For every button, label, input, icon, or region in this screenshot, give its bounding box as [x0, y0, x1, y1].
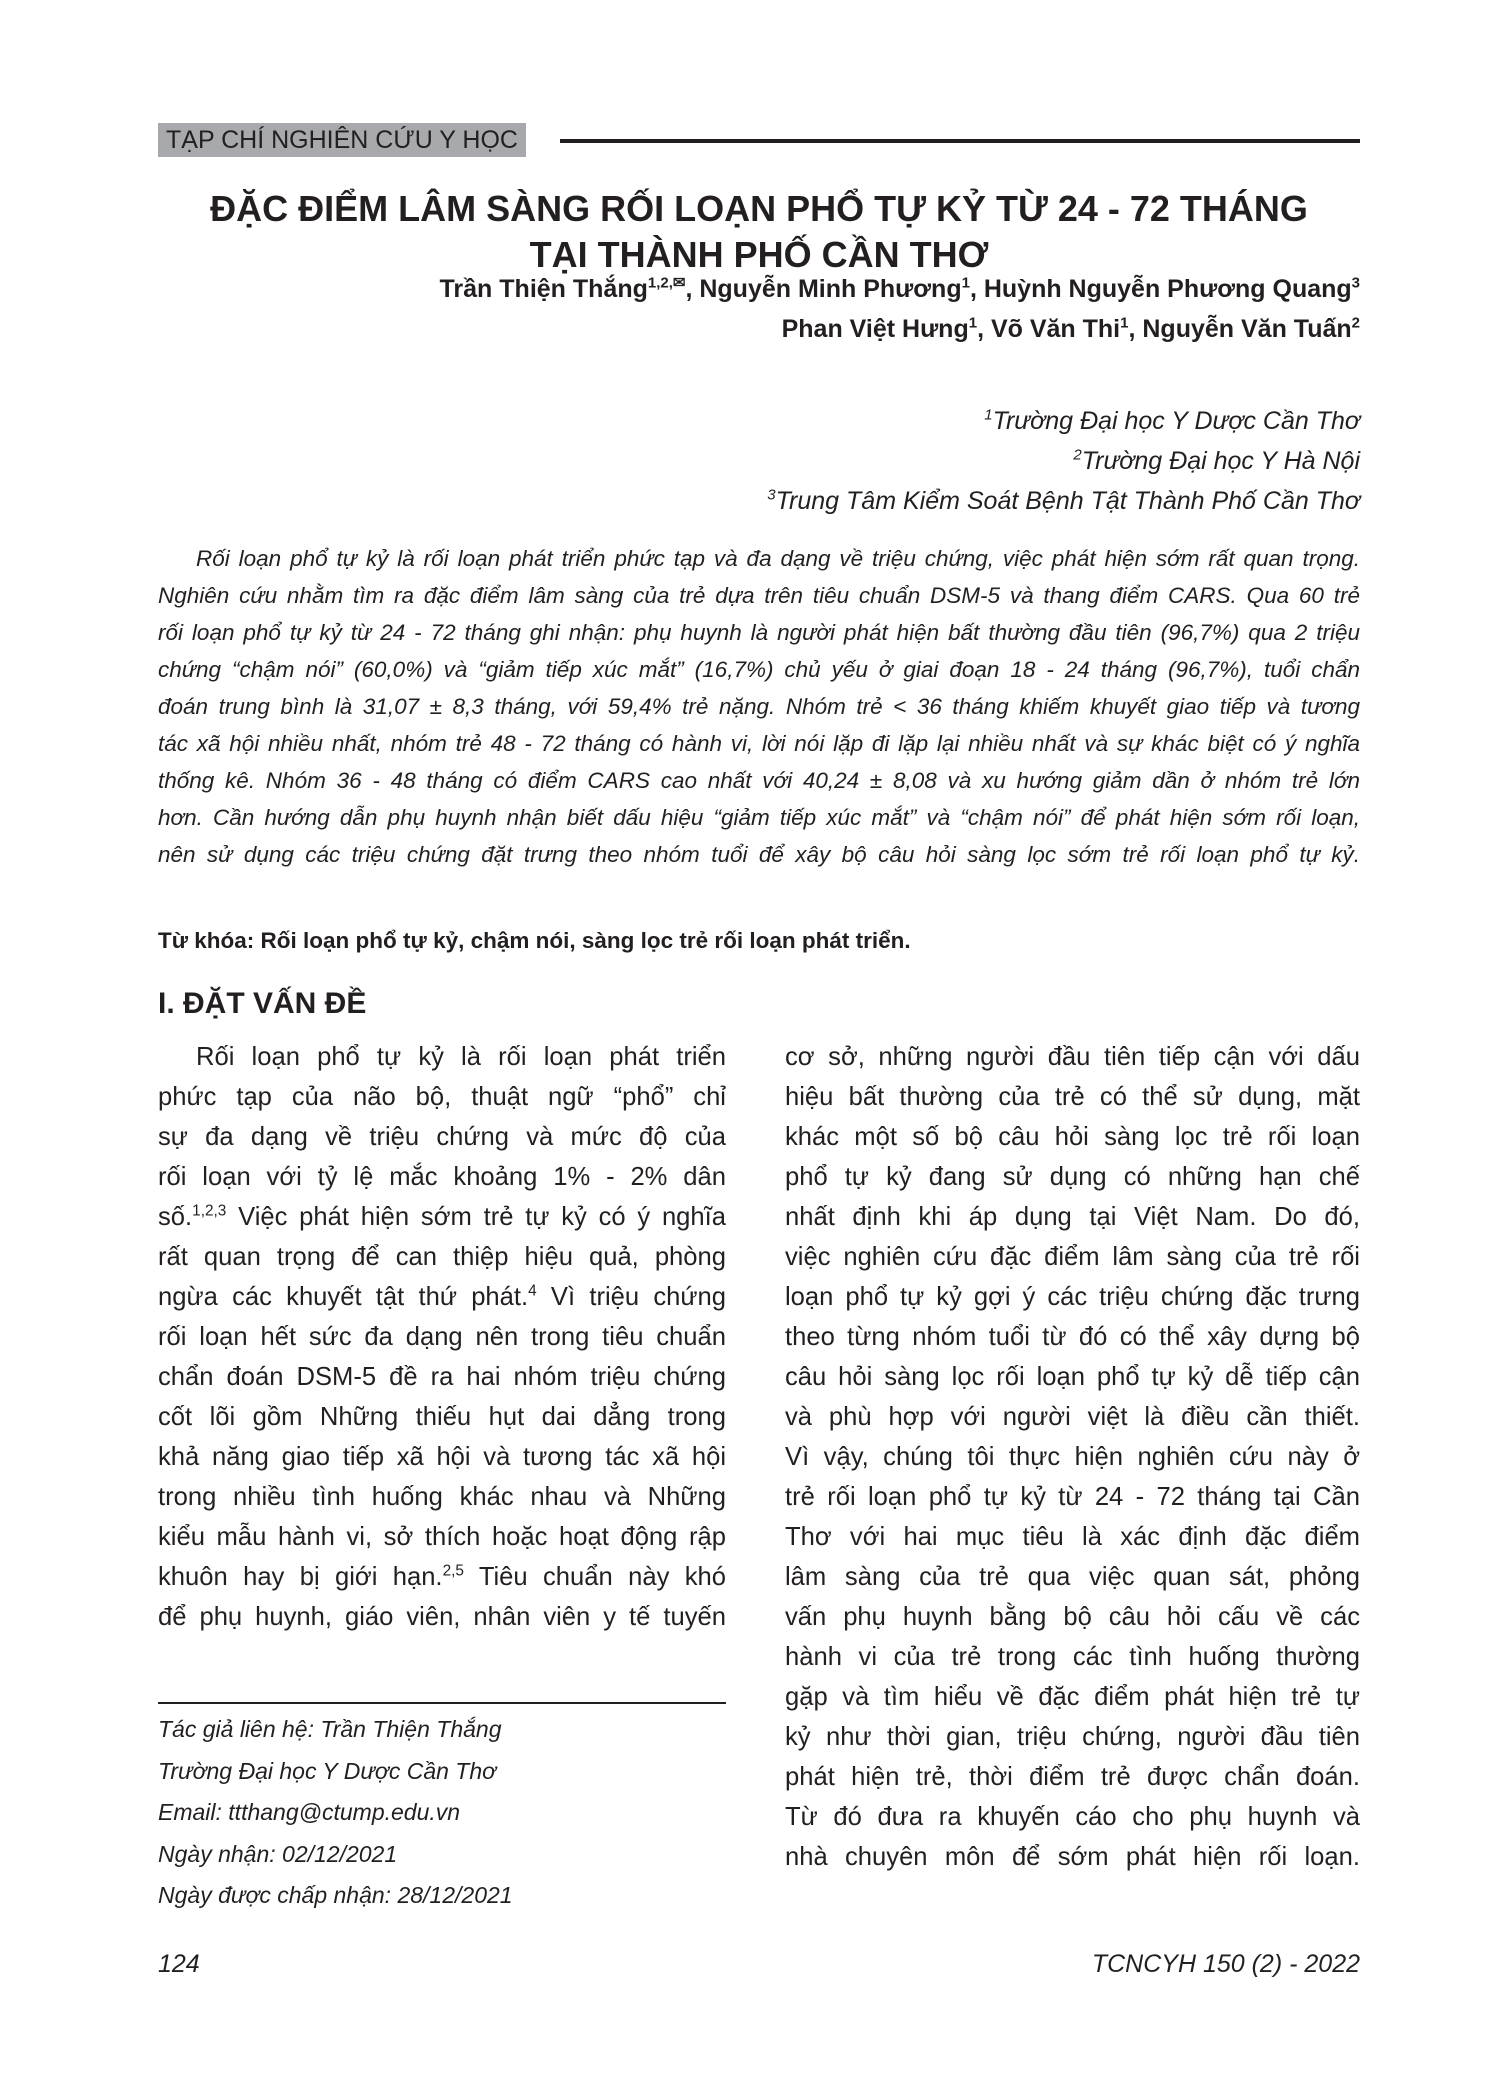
- text-segment: , Võ Văn Thi: [977, 315, 1121, 343]
- text-segment: phức tạp của não bộ, thuật ngữ “phổ” chỉ: [158, 1083, 726, 1111]
- right-column-line: [785, 1400, 1360, 1434]
- text-segment: thống kê. Nhóm 36 - 48 tháng có điểm CARS cao nhất với 40,24 ± 8,08 và xu hướng giảm dần ở nhóm trẻ lớn: [158, 768, 1360, 793]
- text-segment: hơn. Cần hướng dẫn phụ huynh nhận biết dấu hiệu “giảm tiếp xúc mắt” và “chậm nói” để phát hiện sớm rối loạn,: [158, 805, 1360, 830]
- footnote-line: Ngày được chấp nhận: 28/12/2021: [158, 1882, 513, 1908]
- text-segment: rất quan trọng để can thiệp hiệu quả, phòng: [158, 1243, 726, 1271]
- text-segment: Trung Tâm Kiểm Soát Bệnh Tật Thành Phố Cần Thơ: [775, 487, 1360, 515]
- right-column-line: [785, 1760, 1360, 1794]
- text-segment: tác xã hội nhiều nhất, nhóm trẻ 48 - 72 tháng có hành vi, lời nói lặp đi lặp lại nhiều nhất và sự khác biệt có ý nghĩa: [158, 731, 1360, 756]
- text-segment: , Nguyễn Minh Phương: [685, 275, 962, 303]
- right-column-line: [785, 1560, 1360, 1594]
- left-column-line: [158, 1280, 726, 1314]
- superscript: 2: [1351, 314, 1360, 332]
- superscript: 1: [1120, 314, 1129, 332]
- text-segment: trẻ rối loạn phổ tự kỷ từ 24 - 72 tháng tại Cần: [785, 1483, 1360, 1511]
- left-column-line: [158, 1080, 726, 1114]
- right-column-line: [785, 1520, 1360, 1554]
- abstract-line: [158, 803, 1360, 833]
- text-segment: rối loạn phổ tự kỷ từ 24 - 72 tháng ghi nhận: phụ huynh là người phát hiện bất thường đầu tiên (96,7%) qua 2 triệu: [158, 620, 1360, 645]
- abstract-line: [158, 655, 1360, 685]
- left-column-line: [158, 1440, 726, 1474]
- abstract-line: [158, 766, 1360, 796]
- right-column-line: [785, 1680, 1360, 1714]
- superscript: 2,5: [442, 1562, 464, 1580]
- right-column-line: [785, 1800, 1360, 1834]
- journal-header: TẠP CHÍ NGHIÊN CỨU Y HỌC: [158, 123, 526, 157]
- footer-journal-issue: TCNCYH 150 (2) - 2022: [1091, 1950, 1360, 1978]
- text-segment: câu hỏi sàng lọc rối loạn phổ tự kỷ dễ tiếp cận: [785, 1363, 1360, 1391]
- superscript: 1: [984, 406, 993, 424]
- text-segment: kiểu mẫu hành vi, sở thích hoặc hoạt động rập: [158, 1523, 726, 1551]
- superscript: 2: [1073, 446, 1082, 464]
- text-segment: hiệu bất thường của trẻ có thể sử dụng, mặt: [785, 1083, 1360, 1111]
- text-segment: Nghiên cứu nhằm tìm ra đặc điểm lâm sàng của trẻ dựa trên tiêu chuẩn DSM-5 và thang điểm CARS. Qua 60 trẻ: [158, 583, 1360, 608]
- text-segment: đoán trung bình là 31,07 ± 8,3 tháng, với 59,4% trẻ nặng. Nhóm trẻ < 36 tháng khiếm khuyết giao tiếp và tương: [158, 694, 1360, 719]
- superscript: 4: [528, 1282, 537, 1300]
- right-column-line: [785, 1040, 1360, 1074]
- footnote-line: Tác giả liên hệ: Trần Thiện Thắng: [158, 1716, 502, 1742]
- text-segment: rối loạn với tỷ lệ mắc khoảng 1% - 2% dân: [158, 1163, 726, 1191]
- text-segment: ngừa các khuyết tật thứ phát.: [158, 1283, 529, 1311]
- page-number: 124: [158, 1950, 200, 1978]
- text-segment: loạn phổ tự kỷ gợi ý các triệu chứng đặc trưng: [785, 1283, 1360, 1311]
- right-column-line: [785, 1080, 1360, 1114]
- text-segment: khả năng giao tiếp xã hội và tương tác xã hội: [158, 1443, 726, 1471]
- paper-title-line-2: TẠI THÀNH PHỐ CẦN THƠ: [529, 234, 989, 275]
- right-column-line: [785, 1240, 1360, 1274]
- abstract-line: [158, 692, 1360, 722]
- text-segment: Vì vậy, chúng tôi thực hiện nghiên cứu này ở: [785, 1443, 1360, 1471]
- right-column-line: [785, 1280, 1360, 1314]
- text-segment: để phụ huynh, giáo viên, nhân viên y tế tuyến: [158, 1603, 726, 1631]
- footnote-line: Email: ttthang@ctump.edu.vn: [158, 1799, 461, 1825]
- text-segment: khuôn hay bị giới hạn.: [158, 1563, 443, 1591]
- text-segment: kỷ như thời gian, triệu chứng, người đầu tiên: [785, 1723, 1360, 1751]
- text-segment: vấn phụ huynh bằng bộ câu hỏi cấu về các: [785, 1603, 1360, 1631]
- left-column-line: [158, 1320, 726, 1354]
- left-column-line: [158, 1040, 726, 1074]
- text-segment: phổ tự kỷ đang sử dụng có những hạn chế: [785, 1163, 1360, 1191]
- affiliations-line: [1073, 444, 1360, 478]
- text-segment: khác một số bộ câu hỏi sàng lọc trẻ rối loạn: [785, 1123, 1360, 1151]
- right-column-line: [785, 1840, 1360, 1874]
- right-column-line: [785, 1640, 1360, 1674]
- text-segment: Trần Thiện Thắng: [439, 275, 648, 303]
- right-column-line: [785, 1120, 1360, 1154]
- text-segment: nên sử dụng các triệu chứng đặt trưng theo nhóm tuổi để xây bộ câu hỏi sàng lọc sớm trẻ rối loạn phổ tự kỷ.: [158, 842, 1360, 867]
- text-segment: cốt lõi gồm Những thiếu hụt dai dẳng trong: [158, 1403, 726, 1431]
- right-column-line: [785, 1320, 1360, 1354]
- right-column-line: [785, 1360, 1360, 1394]
- abstract-line: [158, 581, 1360, 611]
- right-column-line: [785, 1440, 1360, 1474]
- text-segment: Vì triệu chứng: [536, 1283, 727, 1311]
- superscript: 3: [767, 486, 776, 504]
- text-segment: Tiêu chuẩn này khó: [463, 1563, 726, 1591]
- header-rule: [560, 139, 1360, 143]
- authors-line: [782, 312, 1360, 346]
- text-segment: hành vi của trẻ trong các tình huống thường: [785, 1643, 1360, 1671]
- affiliations-line: [767, 484, 1360, 518]
- left-column-line: [158, 1120, 726, 1154]
- text-segment: Trường Đại học Y Hà Nội: [1081, 447, 1360, 475]
- text-segment: rối loạn hết sức đa dạng nên trong tiêu chuẩn: [158, 1323, 726, 1351]
- left-column-line: [158, 1560, 726, 1594]
- text-segment: Từ đó đưa ra khuyến cáo cho phụ huynh và: [785, 1803, 1360, 1831]
- right-column-line: [785, 1480, 1360, 1514]
- footnote-rule: [158, 1702, 726, 1704]
- text-segment: , Huỳnh Nguyễn Phương Quang: [969, 275, 1352, 303]
- text-segment: theo từng nhóm tuổi từ đó có thể xây dựng bộ: [785, 1323, 1360, 1351]
- text-segment: Rối loạn phổ tự kỷ là rối loạn phát triển phức tạp và đa dạng về triệu chứng, việc phát hiện sớm rất quan trọng.: [196, 546, 1360, 571]
- text-segment: Việc phát hiện sớm trẻ tự kỷ có ý nghĩa: [226, 1203, 726, 1231]
- authors-line: [440, 272, 1360, 306]
- paper-title-line-1: ĐẶC ĐIỂM LÂM SÀNG RỐI LOẠN PHỔ TỰ KỶ TỪ 24 - 72 THÁNG: [210, 188, 1308, 229]
- left-column-line: [158, 1520, 726, 1554]
- superscript: 1,2,3: [192, 1202, 227, 1220]
- superscript: 3: [1351, 274, 1360, 292]
- text-segment: phát hiện trẻ, thời điểm trẻ được chẩn đoán.: [785, 1763, 1360, 1791]
- text-segment: nhất định khi áp dụng tại Việt Nam. Do đó,: [785, 1203, 1360, 1231]
- text-segment: Phan Việt Hưng: [781, 315, 969, 343]
- left-column-line: [158, 1360, 726, 1394]
- superscript: 1: [968, 314, 978, 332]
- left-column-line: [158, 1480, 726, 1514]
- superscript: 1: [961, 274, 970, 292]
- footnote-line: Ngày nhận: 02/12/2021: [158, 1840, 398, 1867]
- left-column-line: [158, 1160, 726, 1194]
- section-heading: I. ĐẶT VẤN ĐỀ: [158, 987, 367, 1020]
- text-segment: Thơ với hai mục tiêu là xác định đặc điểm: [785, 1523, 1360, 1551]
- left-column-line: [158, 1600, 726, 1634]
- text-segment: nhà chuyên môn để sớm phát hiện rối loạn.: [785, 1843, 1360, 1871]
- abstract-line: [158, 618, 1360, 648]
- left-column-line: [158, 1400, 726, 1434]
- text-segment: và phù hợp với người việt là điều cần thiết.: [785, 1403, 1360, 1431]
- footnote-line: Trường Đại học Y Dược Cần Thơ: [158, 1757, 497, 1784]
- abstract-line: [158, 544, 1360, 574]
- text-segment: việc nghiên cứu đặc điểm lâm sàng của trẻ rối: [785, 1243, 1360, 1271]
- text-segment: sự đa dạng về triệu chứng và mức độ của: [158, 1123, 726, 1151]
- abstract-line: [158, 840, 1360, 870]
- text-segment: Trường Đại học Y Dược Cần Thơ: [992, 407, 1360, 435]
- left-column-line: [158, 1200, 726, 1234]
- abstract-line: [158, 729, 1360, 759]
- text-segment: Rối loạn phổ tự kỷ là rối loạn phát triển: [196, 1043, 726, 1071]
- text-segment: số.: [158, 1203, 193, 1231]
- text-segment: gặp và tìm hiểu về đặc điểm phát hiện trẻ tự: [785, 1683, 1360, 1711]
- keywords: Từ khóa: Rối loạn phổ tự kỷ, chậm nói, sàng lọc trẻ rối loạn phát triển.: [158, 928, 911, 953]
- right-column-line: [785, 1720, 1360, 1754]
- text-segment: cơ sở, những người đầu tiên tiếp cận với dấu: [785, 1043, 1360, 1071]
- superscript: 1,2,✉: [647, 274, 686, 292]
- right-column-line: [785, 1160, 1360, 1194]
- left-column-line: [158, 1240, 726, 1274]
- text-segment: chẩn đoán DSM-5 đề ra hai nhóm triệu chứng: [158, 1363, 726, 1391]
- right-column-line: [785, 1600, 1360, 1634]
- text-segment: , Nguyễn Văn Tuấn: [1128, 315, 1352, 343]
- text-segment: chứng “chậm nói” (60,0%) và “giảm tiếp xúc mắt” (16,7%) chủ yếu ở giai đoạn 18 - 24 tháng (96,7%), tuổi chẩn: [158, 657, 1360, 682]
- text-segment: lâm sàng của trẻ qua việc quan sát, phỏng: [785, 1563, 1360, 1591]
- affiliations-line: [984, 404, 1360, 438]
- text-segment: trong nhiều tình huống khác nhau và Những: [158, 1483, 726, 1511]
- right-column-line: [785, 1200, 1360, 1234]
